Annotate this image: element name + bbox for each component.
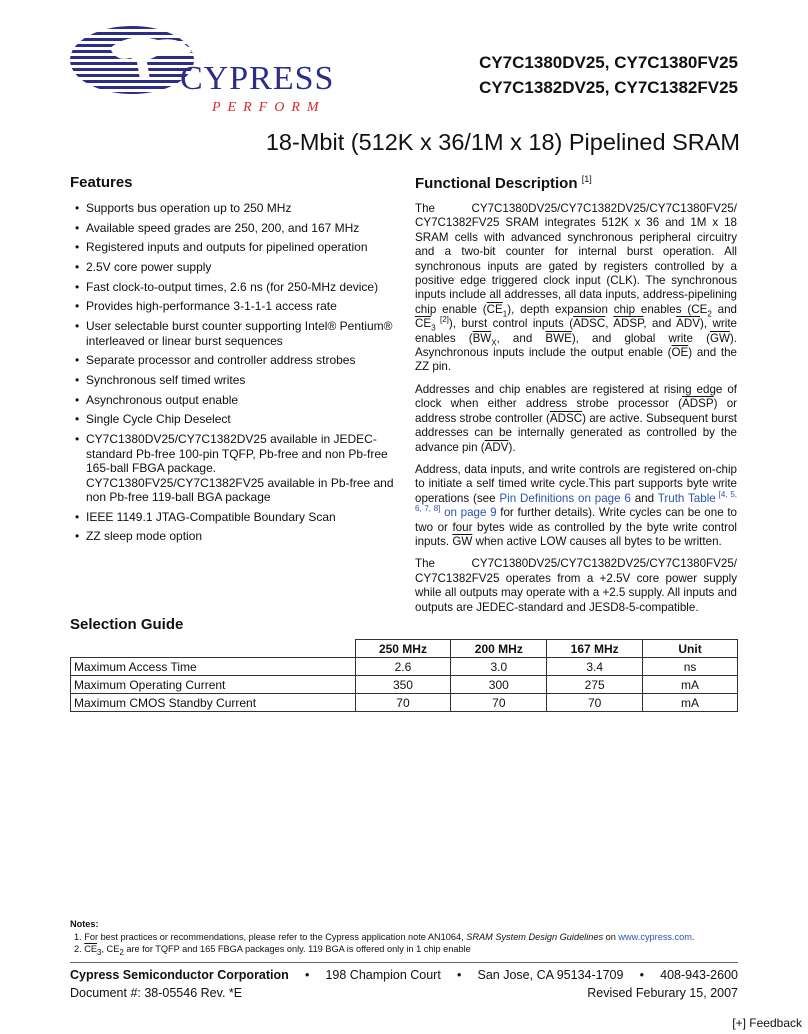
part-numbers bbox=[479, 50, 738, 100]
footer-address: 198 Champion Court bbox=[325, 968, 441, 982]
footer-phone: 408-943-2600 bbox=[660, 968, 738, 982]
brand-name: CYPRESS bbox=[180, 60, 335, 97]
footer-city: San Jose, CA 95134-1709 bbox=[477, 968, 624, 982]
document-title: 18-Mbit (512K x 36/1M x 18) Pipelined SRAM bbox=[265, 129, 740, 155]
column-header: 200 MHz bbox=[451, 640, 547, 658]
row-label: Maximum Operating Current bbox=[71, 676, 356, 694]
pin-definitions-link[interactable]: Pin Definitions on page 6 bbox=[499, 491, 631, 505]
footer-bullet: • bbox=[304, 968, 310, 982]
column-header: Unit bbox=[643, 640, 738, 658]
footer-document-line bbox=[70, 986, 738, 1000]
table-cell: 275 bbox=[547, 676, 643, 694]
feature-item: • Asynchronous output enable bbox=[70, 393, 395, 408]
brand-tagline: PERFORM bbox=[212, 100, 326, 115]
feature-item: • IEEE 1149.1 JTAG-Compatible Boundary Scan bbox=[70, 510, 395, 525]
notes-heading: Notes: bbox=[70, 919, 99, 929]
feature-item: • Fast clock-to-output times, 2.6 ns (for 250-MHz device) bbox=[70, 280, 395, 295]
table-cell: 3.0 bbox=[451, 658, 547, 676]
features-section bbox=[70, 174, 395, 549]
footer-address-line bbox=[70, 968, 738, 982]
truth-table-page-link[interactable]: on page 9 bbox=[440, 506, 497, 520]
row-label: Maximum Access Time bbox=[71, 658, 356, 676]
feature-item: • Single Cycle Chip Deselect bbox=[70, 412, 395, 427]
functional-heading-ref: [1] bbox=[581, 174, 592, 184]
cypress-website-link[interactable]: www.cypress.com bbox=[618, 931, 692, 942]
truth-table-link[interactable]: Truth Table bbox=[657, 491, 716, 505]
table-cell: 300 bbox=[451, 676, 547, 694]
feature-item: • Provides high-performance 3-1-1-1 access rate bbox=[70, 299, 395, 314]
feature-item: • 2.5V core power supply bbox=[70, 260, 395, 275]
footer-bullet: • bbox=[639, 968, 644, 982]
selection-guide-heading: Selection Guide bbox=[70, 616, 184, 633]
feature-item: • Registered inputs and outputs for pipelined operation bbox=[70, 240, 395, 255]
table-cell: 350 bbox=[355, 676, 451, 694]
table-cell: 70 bbox=[451, 694, 547, 712]
table-row bbox=[71, 658, 738, 676]
feature-item: • Separate processor and controller address strobes bbox=[70, 353, 395, 368]
table-row bbox=[71, 676, 738, 694]
table-cell: ns bbox=[643, 658, 738, 676]
functional-paragraph-1: The CY7C1380DV25/CY7C1382DV25/CY7C1380FV25/ CY7C1382FV25 SRAM integrates 512K x 36 and 1M x 18 SRAM cells with advanced synchronous peripheral circuitry and a two-bit counter for internal burst operation. All synchronous inputs are gated by registers controlled by a positive edge triggered clock input (CLK). The synchronous inputs include all addresses, all data inputs, address-pipelining chip enable $(\overline{CE}_1)$, depth expansion chip enables ($CE_2$ and $\overline{CE}_3$ [2]), burst control inputs (ADSC, ADSP, and $\overline{ADV}$), write enables ($\overline{BW}_X$, and $\overline{BWE}$), and global write $(\overline{GW})$. Asynchronous inputs include the output enable $(\overline{OE})$ and the ZZ pin. bbox=[415, 202, 738, 374]
selection-guide-table bbox=[70, 639, 738, 712]
table-corner bbox=[71, 640, 356, 658]
note-1: 1. For best practices or recommendations, please refer to the Cypress application note AN1064, SRAM System Design Guidelines on www.cypress.com. bbox=[74, 931, 695, 942]
table-cell: mA bbox=[643, 676, 738, 694]
column-header: 167 MHz bbox=[547, 640, 643, 658]
feedback-link[interactable]: [+] Feedback bbox=[732, 1016, 802, 1030]
functional-description-section bbox=[415, 174, 737, 615]
row-label: Maximum CMOS Standby Current bbox=[71, 694, 356, 712]
table-cell: 2.6 bbox=[355, 658, 451, 676]
feature-item: • Supports bus operation up to 250 MHz bbox=[70, 201, 395, 216]
features-heading: Features bbox=[70, 174, 133, 191]
functional-paragraph-4: The CY7C1380DV25/CY7C1382DV25/CY7C1380FV25/ CY7C1382FV25 operates from a +2.5V core power supply while all outputs may operate with a +2.5 supply. All inputs and outputs are JEDEC-standard and JESD8-5-compatible. bbox=[415, 557, 737, 614]
footer-document-number: Document #: 38-05546 Rev. *E bbox=[70, 986, 243, 1000]
table-cell: 70 bbox=[547, 694, 643, 712]
feature-item: • Synchronous self timed writes bbox=[70, 373, 395, 388]
notes-section bbox=[70, 918, 750, 956]
feature-item: • Available speed grades are 250, 200, and 167 MHz bbox=[70, 221, 395, 236]
table-cell: 3.4 bbox=[547, 658, 643, 676]
functional-paragraph-3: Address, data inputs, and write controls are registered on-chip to initiate a self timed write cycle.This part supports byte write operations (see Pin Definitions on page 6 and Truth Table [4, 5, 6, 7, 8] on page 9 for further details). Write cycles can be one to two or four bytes wide as controlled by the byte write control inputs. $\overline{GW}$ when active LOW causes all bytes to be written. bbox=[415, 462, 738, 548]
footer-bullet: • bbox=[456, 968, 462, 982]
part-line-2: CY7C1382DV25, CY7C1382FV25 bbox=[479, 78, 738, 97]
table-header-row bbox=[71, 640, 738, 658]
features-list bbox=[70, 201, 395, 544]
feature-item: • ZZ sleep mode option bbox=[70, 529, 395, 544]
feature-item: • CY7C1380DV25/CY7C1382DV25 available in JEDEC-standard Pb-free 100-pin TQFP, Pb-free and non Pb-free 165-ball FBGA package. CY7C1380FV25/CY7C1382FV25 available in Pb-free and non Pb-free 119-ball BGA package bbox=[70, 432, 395, 505]
functional-heading bbox=[415, 174, 737, 192]
table-cell: mA bbox=[643, 694, 738, 712]
feature-item: • User selectable burst counter supporting Intel® Pentium® interleaved or linear burst sequences bbox=[70, 319, 395, 348]
footer-revised-date: Revised Feburary 15, 2007 bbox=[587, 986, 738, 1000]
part-line-1: CY7C1380DV25, CY7C1380FV25 bbox=[479, 53, 738, 72]
functional-paragraph-2: Addresses and chip enables are registered at rising edge of clock when either address strobe processor (ADSP) or address strobe controller (ADSC) are active. Subsequent burst addresses can be internally generated as controlled by the advance pin $(\overline{ADV})$. bbox=[415, 382, 737, 454]
footer-company: Cypress Semiconductor Corporation bbox=[70, 968, 289, 982]
functional-heading-text: Functional Description bbox=[415, 175, 578, 192]
table-cell: 70 bbox=[355, 694, 451, 712]
note-2: 2. $\overline{CE}3$, CE2 are for TQFP and 165 FBGA packages only. 119 BGA is offered only in 1 chip enable bbox=[74, 944, 471, 957]
footer-divider bbox=[70, 962, 738, 963]
table-row bbox=[71, 694, 738, 712]
column-header: 250 MHz bbox=[355, 640, 451, 658]
